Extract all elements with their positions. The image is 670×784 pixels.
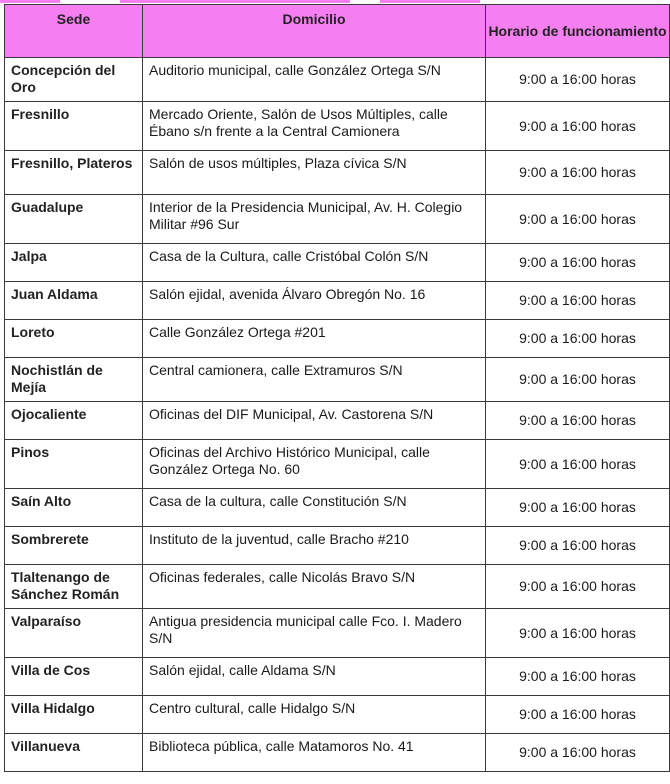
table-row bbox=[5, 320, 670, 358]
table-container bbox=[4, 4, 670, 772]
domicilio-cell: Calle González Ortega #201 bbox=[143, 320, 486, 358]
domicilio-cell: Casa de la cultura, calle Constitución S/N bbox=[143, 489, 486, 527]
sede-cell: Fresnillo bbox=[5, 102, 143, 151]
horario-cell: 9:00 a 16:00 horas bbox=[486, 734, 670, 772]
sede-cell: Villanueva bbox=[5, 734, 143, 772]
domicilio-cell: Mercado Oriente, Salón de Usos Múltiples, calle Ébano s/n frente a la Central Camionera bbox=[143, 102, 486, 151]
sede-cell: Nochistlán de Mejía bbox=[5, 358, 143, 402]
header-domicilio: Domicilio bbox=[143, 5, 486, 58]
table-header bbox=[5, 5, 670, 58]
sede-cell: Concepción del Oro bbox=[5, 58, 143, 102]
table-row bbox=[5, 440, 670, 489]
domicilio-cell: Centro cultural, calle Hidalgo S/N bbox=[143, 696, 486, 734]
sede-cell: Guadalupe bbox=[5, 195, 143, 244]
header-horario: Horario de funcionamiento bbox=[486, 5, 670, 58]
domicilio-cell: Instituto de la juventud, calle Bracho #210 bbox=[143, 527, 486, 565]
table-row bbox=[5, 102, 670, 151]
horario-cell: 9:00 a 16:00 horas bbox=[486, 609, 670, 658]
sedes-table bbox=[4, 4, 670, 772]
domicilio-cell: Oficinas del DIF Municipal, Av. Castorena S/N bbox=[143, 402, 486, 440]
horario-cell: 9:00 a 16:00 horas bbox=[486, 658, 670, 696]
domicilio-cell: Salón ejidal, calle Aldama S/N bbox=[143, 658, 486, 696]
domicilio-cell: Antigua presidencia municipal calle Fco. I. Madero S/N bbox=[143, 609, 486, 658]
table-row bbox=[5, 244, 670, 282]
domicilio-cell: Salón de usos múltiples, Plaza cívica S/N bbox=[143, 151, 486, 195]
sede-cell: Ojocaliente bbox=[5, 402, 143, 440]
strip-segment bbox=[0, 0, 60, 3]
domicilio-cell: Auditorio municipal, calle González Ortega S/N bbox=[143, 58, 486, 102]
horario-cell: 9:00 a 16:00 horas bbox=[486, 402, 670, 440]
table-row bbox=[5, 282, 670, 320]
table-row bbox=[5, 565, 670, 609]
sede-cell: Jalpa bbox=[5, 244, 143, 282]
horario-cell: 9:00 a 16:00 horas bbox=[486, 102, 670, 151]
domicilio-cell: Interior de la Presidencia Municipal, Av. H. Colegio Militar #96 Sur bbox=[143, 195, 486, 244]
table-row bbox=[5, 527, 670, 565]
header-row bbox=[5, 5, 670, 58]
horario-cell: 9:00 a 16:00 horas bbox=[486, 58, 670, 102]
domicilio-cell: Casa de la Cultura, calle Cristóbal Colón S/N bbox=[143, 244, 486, 282]
sede-cell: Pinos bbox=[5, 440, 143, 489]
sede-cell: Saín Alto bbox=[5, 489, 143, 527]
header-sede: Sede bbox=[5, 5, 143, 58]
table-row bbox=[5, 734, 670, 772]
domicilio-cell: Oficinas del Archivo Histórico Municipal, calle González Ortega No. 60 bbox=[143, 440, 486, 489]
sede-cell: Villa Hidalgo bbox=[5, 696, 143, 734]
horario-cell: 9:00 a 16:00 horas bbox=[486, 151, 670, 195]
table-row bbox=[5, 609, 670, 658]
table-body bbox=[5, 58, 670, 772]
strip-segment bbox=[380, 0, 480, 3]
horario-cell: 9:00 a 16:00 horas bbox=[486, 282, 670, 320]
sede-cell: Sombrerete bbox=[5, 527, 143, 565]
table-row bbox=[5, 195, 670, 244]
horario-cell: 9:00 a 16:00 horas bbox=[486, 489, 670, 527]
sede-cell: Juan Aldama bbox=[5, 282, 143, 320]
domicilio-cell: Biblioteca pública, calle Matamoros No. 41 bbox=[143, 734, 486, 772]
horario-cell: 9:00 a 16:00 horas bbox=[486, 358, 670, 402]
table-row bbox=[5, 658, 670, 696]
table-row bbox=[5, 58, 670, 102]
domicilio-cell: Oficinas federales, calle Nicolás Bravo S/N bbox=[143, 565, 486, 609]
sede-cell: Villa de Cos bbox=[5, 658, 143, 696]
sede-cell: Valparaíso bbox=[5, 609, 143, 658]
strip-segment bbox=[120, 0, 350, 3]
table-row bbox=[5, 358, 670, 402]
domicilio-cell: Salón ejidal, avenida Álvaro Obregón No. 16 bbox=[143, 282, 486, 320]
table-row bbox=[5, 696, 670, 734]
horario-cell: 9:00 a 16:00 horas bbox=[486, 565, 670, 609]
horario-cell: 9:00 a 16:00 horas bbox=[486, 440, 670, 489]
sede-cell: Tlaltenango de Sánchez Román bbox=[5, 565, 143, 609]
table-row bbox=[5, 489, 670, 527]
domicilio-cell: Central camionera, calle Extramuros S/N bbox=[143, 358, 486, 402]
horario-cell: 9:00 a 16:00 horas bbox=[486, 195, 670, 244]
horario-cell: 9:00 a 16:00 horas bbox=[486, 320, 670, 358]
horario-cell: 9:00 a 16:00 horas bbox=[486, 244, 670, 282]
horario-cell: 9:00 a 16:00 horas bbox=[486, 527, 670, 565]
sede-cell: Loreto bbox=[5, 320, 143, 358]
horario-cell: 9:00 a 16:00 horas bbox=[486, 696, 670, 734]
sede-cell: Fresnillo, Plateros bbox=[5, 151, 143, 195]
table-row bbox=[5, 402, 670, 440]
table-row bbox=[5, 151, 670, 195]
